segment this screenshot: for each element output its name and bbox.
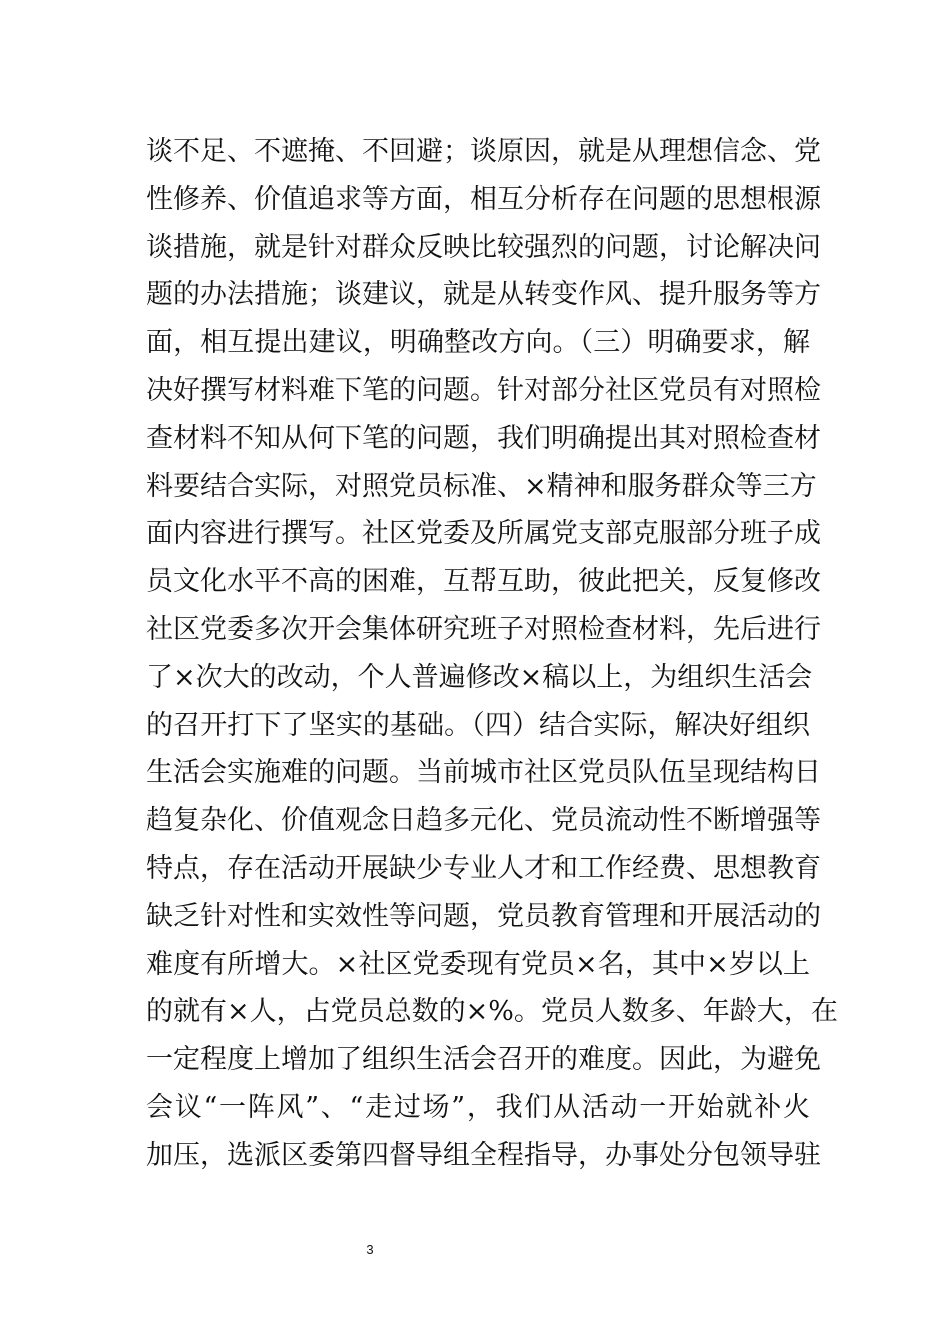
body-text	[146, 128, 838, 1180]
text-line: 性修养、价值追求等方面，相互分析存在问题的思想根源	[146, 183, 821, 215]
text-line: 了×次大的改动，个人普遍修改×稿以上，为组织生活会	[146, 661, 813, 693]
text-line: 缺乏针对性和实效性等问题，党员教育管理和开展活动的	[146, 900, 821, 932]
text-line: 料要结合实际，对照党员标准、×精神和服务群众等三方	[146, 470, 817, 502]
text-line: 面，相互提出建议，明确整改方向。（三）明确要求，解	[146, 327, 810, 359]
text-line: 的就有×人，占党员总数的×%。党员人数多、年龄大，在	[146, 996, 838, 1028]
text-line: 谈不足、不遮掩、不回避；谈原因，就是从理想信念、党	[146, 136, 821, 167]
text-line: 题的办法措施；谈建议，就是从转变作风、提升服务等方	[146, 279, 821, 311]
text-line: 员文化水平不高的困难，互帮互助，彼此把关，反复修改	[146, 566, 821, 598]
text-line: 决好撰写材料难下笔的问题。针对部分社区党员有对照检	[146, 374, 821, 406]
page-number: 3	[366, 1242, 374, 1257]
text-line: 加压，选派区委第四督导组全程指导，办事处分包领导驻	[146, 1139, 821, 1171]
text-line: 难度有所增大。×社区党委现有党员×名，其中×岁以上	[146, 948, 810, 980]
text-line: 会议“一阵风”、“走过场”，我们从活动一开始就补火	[146, 1091, 810, 1123]
text-line: 的召开打下了坚实的基础。（四）结合实际，解决好组织	[146, 709, 810, 741]
text-line: 社区党委多次开会集体研究班子对照检查材料，先后进行	[146, 613, 821, 645]
text-line: 查材料不知从何下笔的问题，我们明确提出其对照检查材	[146, 422, 821, 454]
text-line: 特点，存在活动开展缺少专业人才和工作经费、思想教育	[146, 852, 821, 884]
text-line: 趋复杂化、价值观念日趋多元化、党员流动性不断增强等	[146, 805, 821, 837]
text-line: 一定程度上增加了组织生活会召开的难度。因此，为避免	[146, 1044, 821, 1076]
text-line: 生活会实施难的问题。当前城市社区党员队伍呈现结构日	[146, 757, 821, 789]
text-line: 谈措施，就是针对群众反映比较强烈的问题，讨论解决问	[146, 231, 821, 263]
text-line: 面内容进行撰写。社区党委及所属党支部克服部分班子成	[146, 518, 821, 550]
